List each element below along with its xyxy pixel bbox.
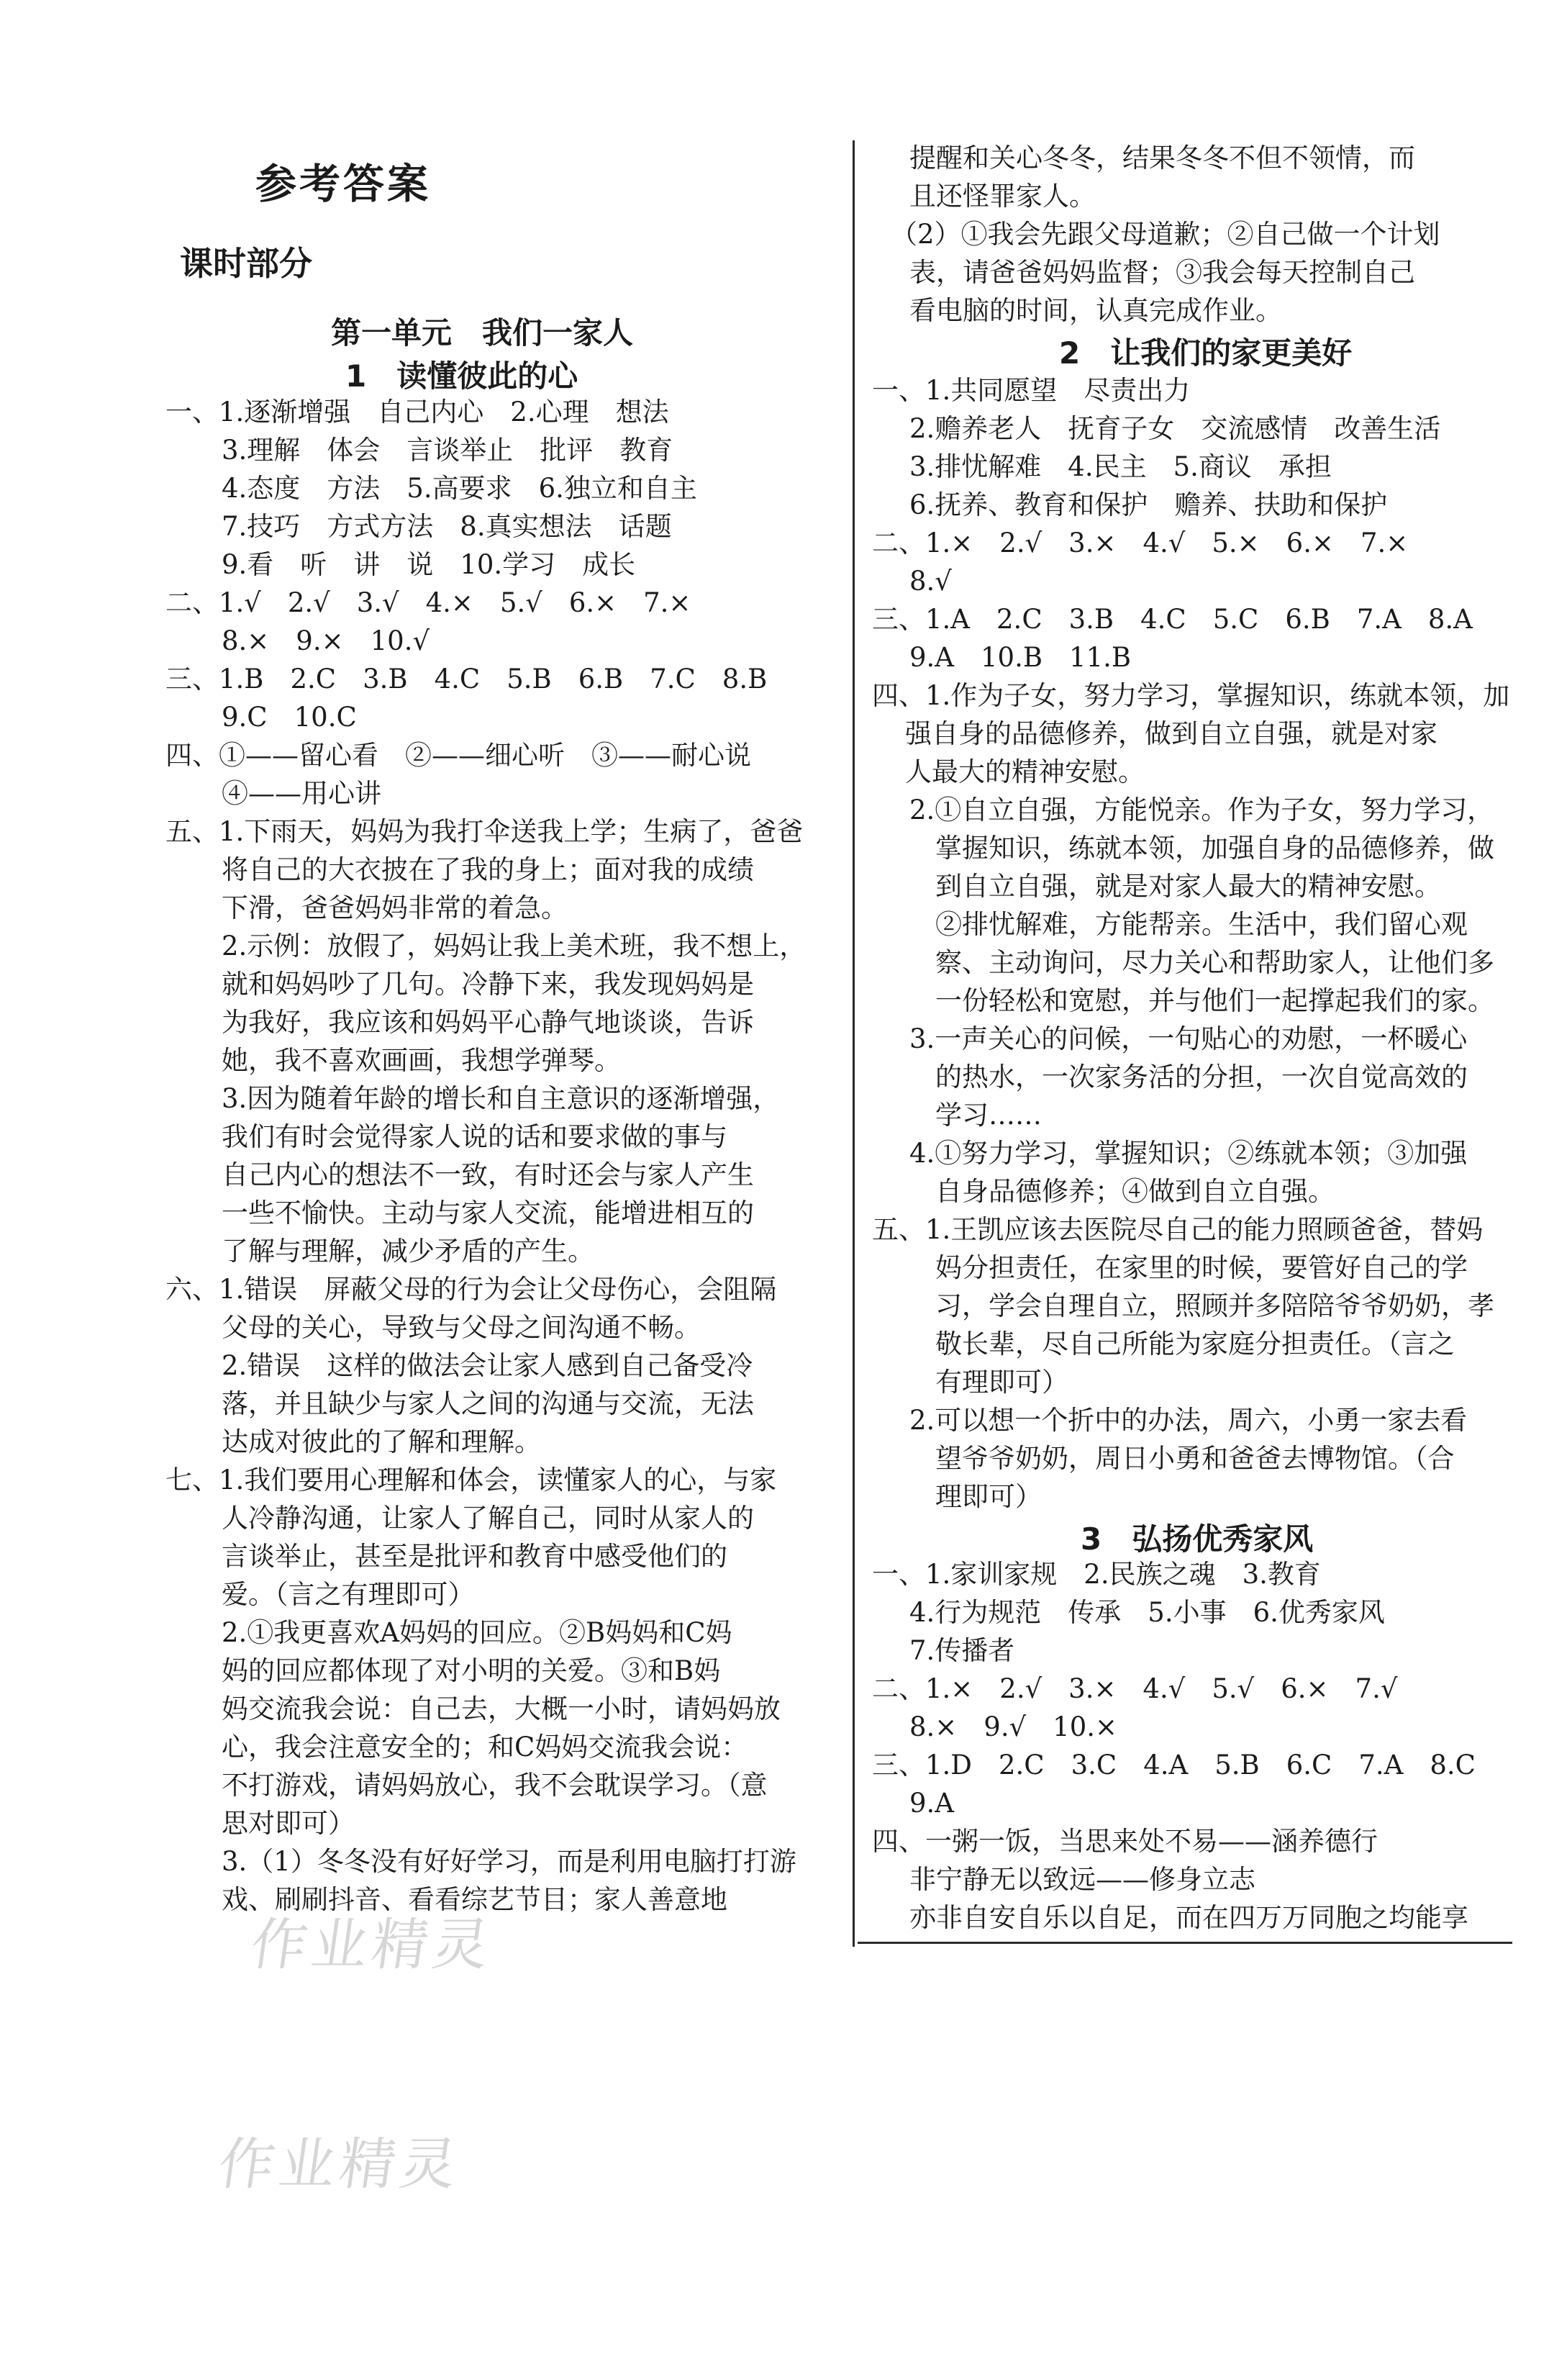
column-divider bbox=[853, 140, 855, 1947]
answer-line: 一、1.家训家规 2.民族之魂 3.教育 bbox=[872, 1559, 1321, 1590]
answer-line: 她，我不喜欢画画，我想学弹琴。 bbox=[222, 1045, 621, 1076]
answer-line: 达成对彼此的了解和理解。 bbox=[222, 1426, 541, 1457]
answer-line: 习，学会自理自立，照顾并多陪陪爷爷奶奶，孝 bbox=[935, 1290, 1494, 1321]
answer-line: 一份轻松和宽慰，并与他们一起撑起我们的家。 bbox=[935, 985, 1494, 1016]
lesson-2-title: 2 让我们的家更美好 bbox=[1059, 335, 1353, 371]
lesson-3-title: 3 弘扬优秀家风 bbox=[1081, 1521, 1314, 1557]
answer-line: 自身品德修养；④做到自立自强。 bbox=[935, 1176, 1335, 1207]
answer-line: 三、1.A 2.C 3.B 4.C 5.C 6.B 7.A 8.A bbox=[872, 604, 1473, 635]
answer-line: 9.看 听 讲 说 10.学习 成长 bbox=[222, 549, 636, 580]
answer-line: 五、1.王凯应该去医院尽自己的能力照顾爸爸，替妈 bbox=[872, 1214, 1484, 1245]
answer-line: 6.抚养、教育和保护 赡养、扶助和保护 bbox=[909, 489, 1388, 520]
answer-line: 3.理解 体会 言谈举止 批评 教育 bbox=[222, 435, 673, 466]
answer-line: 我们有时会觉得家人说的话和要求做的事与 bbox=[222, 1121, 727, 1152]
answer-line: 六、1.错误 屏蔽父母的行为会让父母伤心，会阻隔 bbox=[165, 1274, 777, 1305]
answer-line: 8.× 9.√ 10.× bbox=[909, 1711, 1118, 1742]
answer-line: 戏、刷刷抖音、看看综艺节目；家人善意地 bbox=[222, 1884, 727, 1915]
answer-line: 强自身的品德修养，做到自立自强，就是对家 bbox=[905, 718, 1437, 749]
answer-line: 妈分担责任，在家里的时候，要管好自己的学 bbox=[935, 1252, 1468, 1283]
answer-line: 的热水，一次家务活的分担，一次自觉高效的 bbox=[935, 1062, 1468, 1092]
answer-line: 二、1.√ 2.√ 3.√ 4.× 5.√ 6.× 7.× bbox=[165, 587, 691, 618]
answer-line: 4.态度 方法 5.高要求 6.独立和自主 bbox=[222, 473, 697, 504]
answer-line: 3.（1）冬冬没有好好学习，而是利用电脑打打游 bbox=[222, 1846, 796, 1877]
answer-line: 2.赡养老人 抚育子女 交流感情 改善生活 bbox=[909, 413, 1441, 444]
answer-line: 4.行为规范 传承 5.小事 6.优秀家风 bbox=[909, 1597, 1385, 1628]
answer-line: 提醒和关心冬冬，结果冬冬不但不领情，而 bbox=[909, 142, 1415, 173]
answer-line: 四、①——留心看 ②——细心听 ③——耐心说 bbox=[165, 740, 751, 771]
answer-line: 二、1.× 2.√ 3.× 4.√ 5.× 6.× 7.× bbox=[872, 528, 1409, 558]
answer-line: ②排忧解难，方能帮亲。生活中，我们留心观 bbox=[935, 909, 1468, 940]
answer-line: 言谈举止，甚至是批评和教育中感受他们的 bbox=[222, 1541, 727, 1572]
answer-line: 四、1.作为子女，努力学习，掌握知识，练就本领，加 bbox=[872, 680, 1510, 711]
answer-line: 七、1.我们要用心理解和体会，读懂家人的心，与家 bbox=[165, 1465, 777, 1496]
answer-line: 9.C 10.C bbox=[222, 702, 357, 733]
answer-line: 不打游戏，请妈妈放心，我不会耽误学习。（意 bbox=[222, 1770, 768, 1801]
answer-line: 3.因为随着年龄的增长和自主意识的逐渐增强， bbox=[222, 1083, 780, 1114]
right-column-bottom-rule bbox=[858, 1942, 1512, 1944]
answer-line: 7.传播者 bbox=[909, 1635, 1015, 1666]
answer-line: 学习…… bbox=[935, 1100, 1042, 1131]
answer-line: 爱。（言之有理即可） bbox=[222, 1579, 475, 1610]
answer-line: 看电脑的时间，认真完成作业。 bbox=[909, 295, 1282, 326]
unit-title: 第一单元 我们一家人 bbox=[331, 315, 634, 350]
answer-line: 人最大的精神安慰。 bbox=[905, 756, 1145, 787]
answer-line: 人冷静沟通，让家人了解自己，同时从家人的 bbox=[222, 1503, 754, 1534]
answer-line: 2.①我更喜欢A妈妈的回应。②B妈妈和C妈 bbox=[222, 1617, 732, 1648]
answer-line: （2）①我会先跟父母道歉；②自己做一个计划 bbox=[891, 219, 1440, 250]
answer-line: 敬长辈，尽自己所能为家庭分担责任。（言之 bbox=[935, 1329, 1455, 1359]
answer-line: 妈交流我会说：自己去，大概一小时，请妈妈放 bbox=[222, 1693, 781, 1724]
answer-line: 一些不愉快。主动与家人交流，能增进相互的 bbox=[222, 1198, 754, 1229]
answer-line: 表，请爸爸妈妈监督；③我会每天控制自己 bbox=[909, 257, 1415, 288]
answer-line: 8.√ bbox=[909, 566, 952, 597]
answer-line: 落，并且缺少与家人之间的沟通与交流，无法 bbox=[222, 1388, 754, 1419]
answer-line: 3.排忧解难 4.民主 5.商议 承担 bbox=[909, 451, 1332, 482]
answer-line: 4.①努力学习，掌握知识；②练就本领；③加强 bbox=[909, 1138, 1468, 1169]
answer-line: 为我好，我应该和妈妈平心静气地谈谈，告诉 bbox=[222, 1007, 754, 1038]
answer-line: 一、1.逐渐增强 自己内心 2.心理 想法 bbox=[165, 397, 669, 427]
answer-line: 有理即可） bbox=[935, 1367, 1068, 1398]
answer-line: 了解与理解，减少矛盾的产生。 bbox=[222, 1236, 594, 1267]
answer-line: 三、1.B 2.C 3.B 4.C 5.B 6.B 7.C 8.B bbox=[165, 664, 768, 694]
answer-line: 3.一声关心的问候，一句贴心的劝慰，一杯暖心 bbox=[909, 1023, 1468, 1054]
answer-line: 8.× 9.× 10.√ bbox=[222, 625, 430, 656]
answer-line: 到自立自强，就是对家人最大的精神安慰。 bbox=[935, 871, 1441, 902]
answer-line: 2.错误 这样的做法会让家人感到自己备受冷 bbox=[222, 1350, 753, 1381]
answer-line: 父母的关心，导致与父母之间沟通不畅。 bbox=[222, 1312, 701, 1343]
answer-line: 9.A bbox=[909, 1788, 955, 1819]
answer-line: 自己内心的想法不一致，有时还会与家人产生 bbox=[222, 1159, 754, 1190]
answer-line: ④——用心讲 bbox=[222, 778, 381, 809]
answer-line: 2.①自立自强，方能悦亲。作为子女，努力学习， bbox=[909, 795, 1494, 825]
watermark: 作业精灵 bbox=[214, 2132, 465, 2197]
page-title: 参考答案 bbox=[255, 160, 431, 208]
answer-line: 2.可以想一个折中的办法，周六，小勇一家去看 bbox=[909, 1405, 1468, 1436]
answer-line: 9.A 10.B 11.B bbox=[909, 642, 1132, 673]
answer-line: 三、1.D 2.C 3.C 4.A 5.B 6.C 7.A 8.C bbox=[872, 1750, 1476, 1781]
answer-line: 且还怪罪家人。 bbox=[909, 181, 1096, 212]
answer-line: 7.技巧 方式方法 8.真实想法 话题 bbox=[222, 511, 672, 542]
answer-line: 掌握知识，练就本领，加强自身的品德修养，做 bbox=[935, 833, 1494, 864]
answer-line: 四、一粥一饭，当思来处不易——涵养德行 bbox=[872, 1826, 1378, 1857]
answer-line: 就和妈妈吵了几句。冷静下来，我发现妈妈是 bbox=[222, 969, 754, 1000]
answer-line: 心，我会注意安全的；和C妈妈交流我会说： bbox=[222, 1732, 748, 1763]
answer-line: 将自己的大衣披在了我的身上；面对我的成绩 bbox=[222, 854, 754, 885]
answer-line: 非宁静无以致远——修身立志 bbox=[909, 1864, 1255, 1895]
answer-line: 下滑，爸爸妈妈非常的着急。 bbox=[222, 892, 568, 923]
lesson-1-title: 1 读懂彼此的心 bbox=[345, 358, 578, 394]
answer-line: 五、1.下雨天，妈妈为我打伞送我上学；生病了，爸爸 bbox=[165, 816, 804, 847]
answer-line: 亦非自安自乐以自足，而在四万万同胞之均能享 bbox=[909, 1902, 1468, 1933]
watermark: 作业精灵 bbox=[246, 1913, 498, 1978]
answer-line: 望爷爷奶奶，周日小勇和爸爸去博物馆。（合 bbox=[935, 1443, 1455, 1474]
answer-line: 二、1.× 2.√ 3.× 4.√ 5.√ 6.× 7.√ bbox=[872, 1673, 1398, 1704]
answer-line: 2.示例：放假了，妈妈让我上美术班，我不想上， bbox=[222, 931, 807, 961]
answer-line: 理即可） bbox=[935, 1481, 1042, 1512]
answer-line: 妈的回应都体现了对小明的关爱。③和B妈 bbox=[222, 1655, 721, 1686]
part-heading: 课时部分 bbox=[180, 244, 312, 283]
answer-line: 思对即可） bbox=[222, 1808, 355, 1839]
answer-line: 察、主动询问，尽力关心和帮助家人，让他们多 bbox=[935, 947, 1494, 978]
answer-line: 一、1.共同愿望 尽责出力 bbox=[872, 375, 1191, 406]
